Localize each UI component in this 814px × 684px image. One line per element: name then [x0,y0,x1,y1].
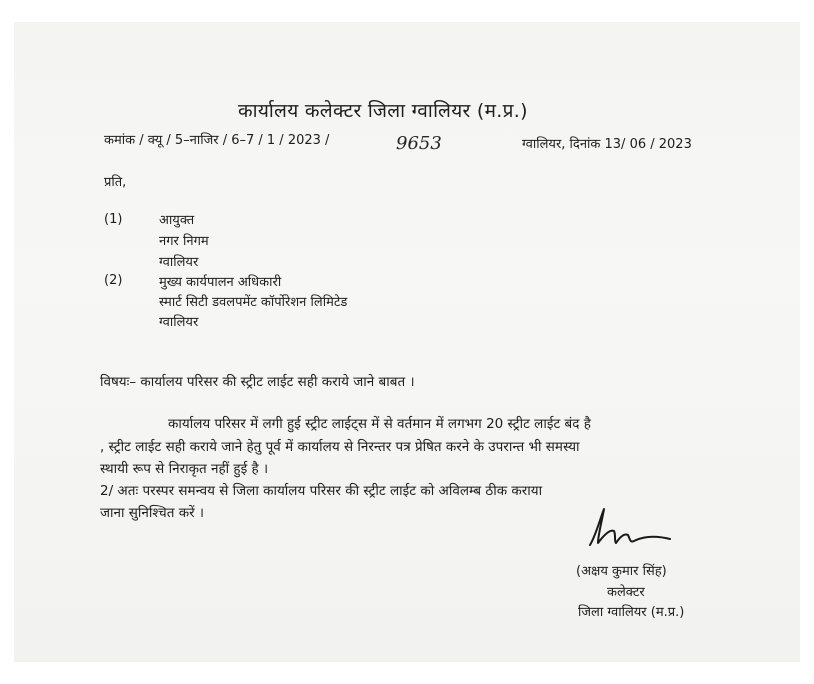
recipient-line: ग्वालियर [159,315,199,330]
recipient-line: ग्वालियर [159,255,199,270]
recipient-line: नगर निगम [159,234,209,249]
body-line: , स्ट्रीट लाईट सही कराये जाने हेतु पूर्व में कार्यालय से निरन्तर पत्र प्रेषित करने के उपरान्त भी समस्या [100,439,580,455]
reference-number: कमांक / क्यू / 5–नाजिर / 6–7 / 1 / 2023 / [104,133,330,148]
signatory-name: (अक्षय कुमार सिंह) [576,564,667,579]
to-label: प्रति, [104,175,127,190]
signatory-designation: कलेक्टर [607,585,645,600]
recipient-number: (1) [104,212,123,227]
recipient-number: (2) [104,273,123,288]
body-line: स्थायी रूप से निराकृत नहीं हुई है । [100,461,269,477]
recipient-line: आयुक्त [159,213,195,228]
body-line: 2/ अतः परस्पर समन्वय से जिला कार्यालय परिसर की स्ट्रीट लाईट को अविलम्ब ठीक कराया [100,483,543,499]
recipient-line: स्मार्ट सिटी डवलपमेंट कॉर्पोरेशन लिमिटेड [159,295,348,310]
place-date: ग्वालियर, दिनांक 13/ 06 / 2023 [522,137,692,152]
office-title: कार्यालय कलेक्टर जिला ग्वालियर (म.प्र.) [238,100,528,122]
body-line: जाना सुनिश्चित करें । [100,505,204,521]
signatory-district: जिला ग्वालियर (म.प्र.) [578,605,685,620]
body-line: कार्यालय परिसर में लगी हुई स्ट्रीट लाईट्स में से वर्तमान में लगभग 20 स्ट्रीट लाईट बंद है [168,416,591,432]
recipient-line: मुख्य कार्यपालन अधिकारी [159,275,282,290]
subject-line: विषयः– कार्यालय परिसर की स्ट्रीट लाईट सही कराये जाने बाबत । [100,374,415,390]
handwritten-dispatch-number: 9653 [396,133,442,154]
handwritten-signature [584,505,674,551]
